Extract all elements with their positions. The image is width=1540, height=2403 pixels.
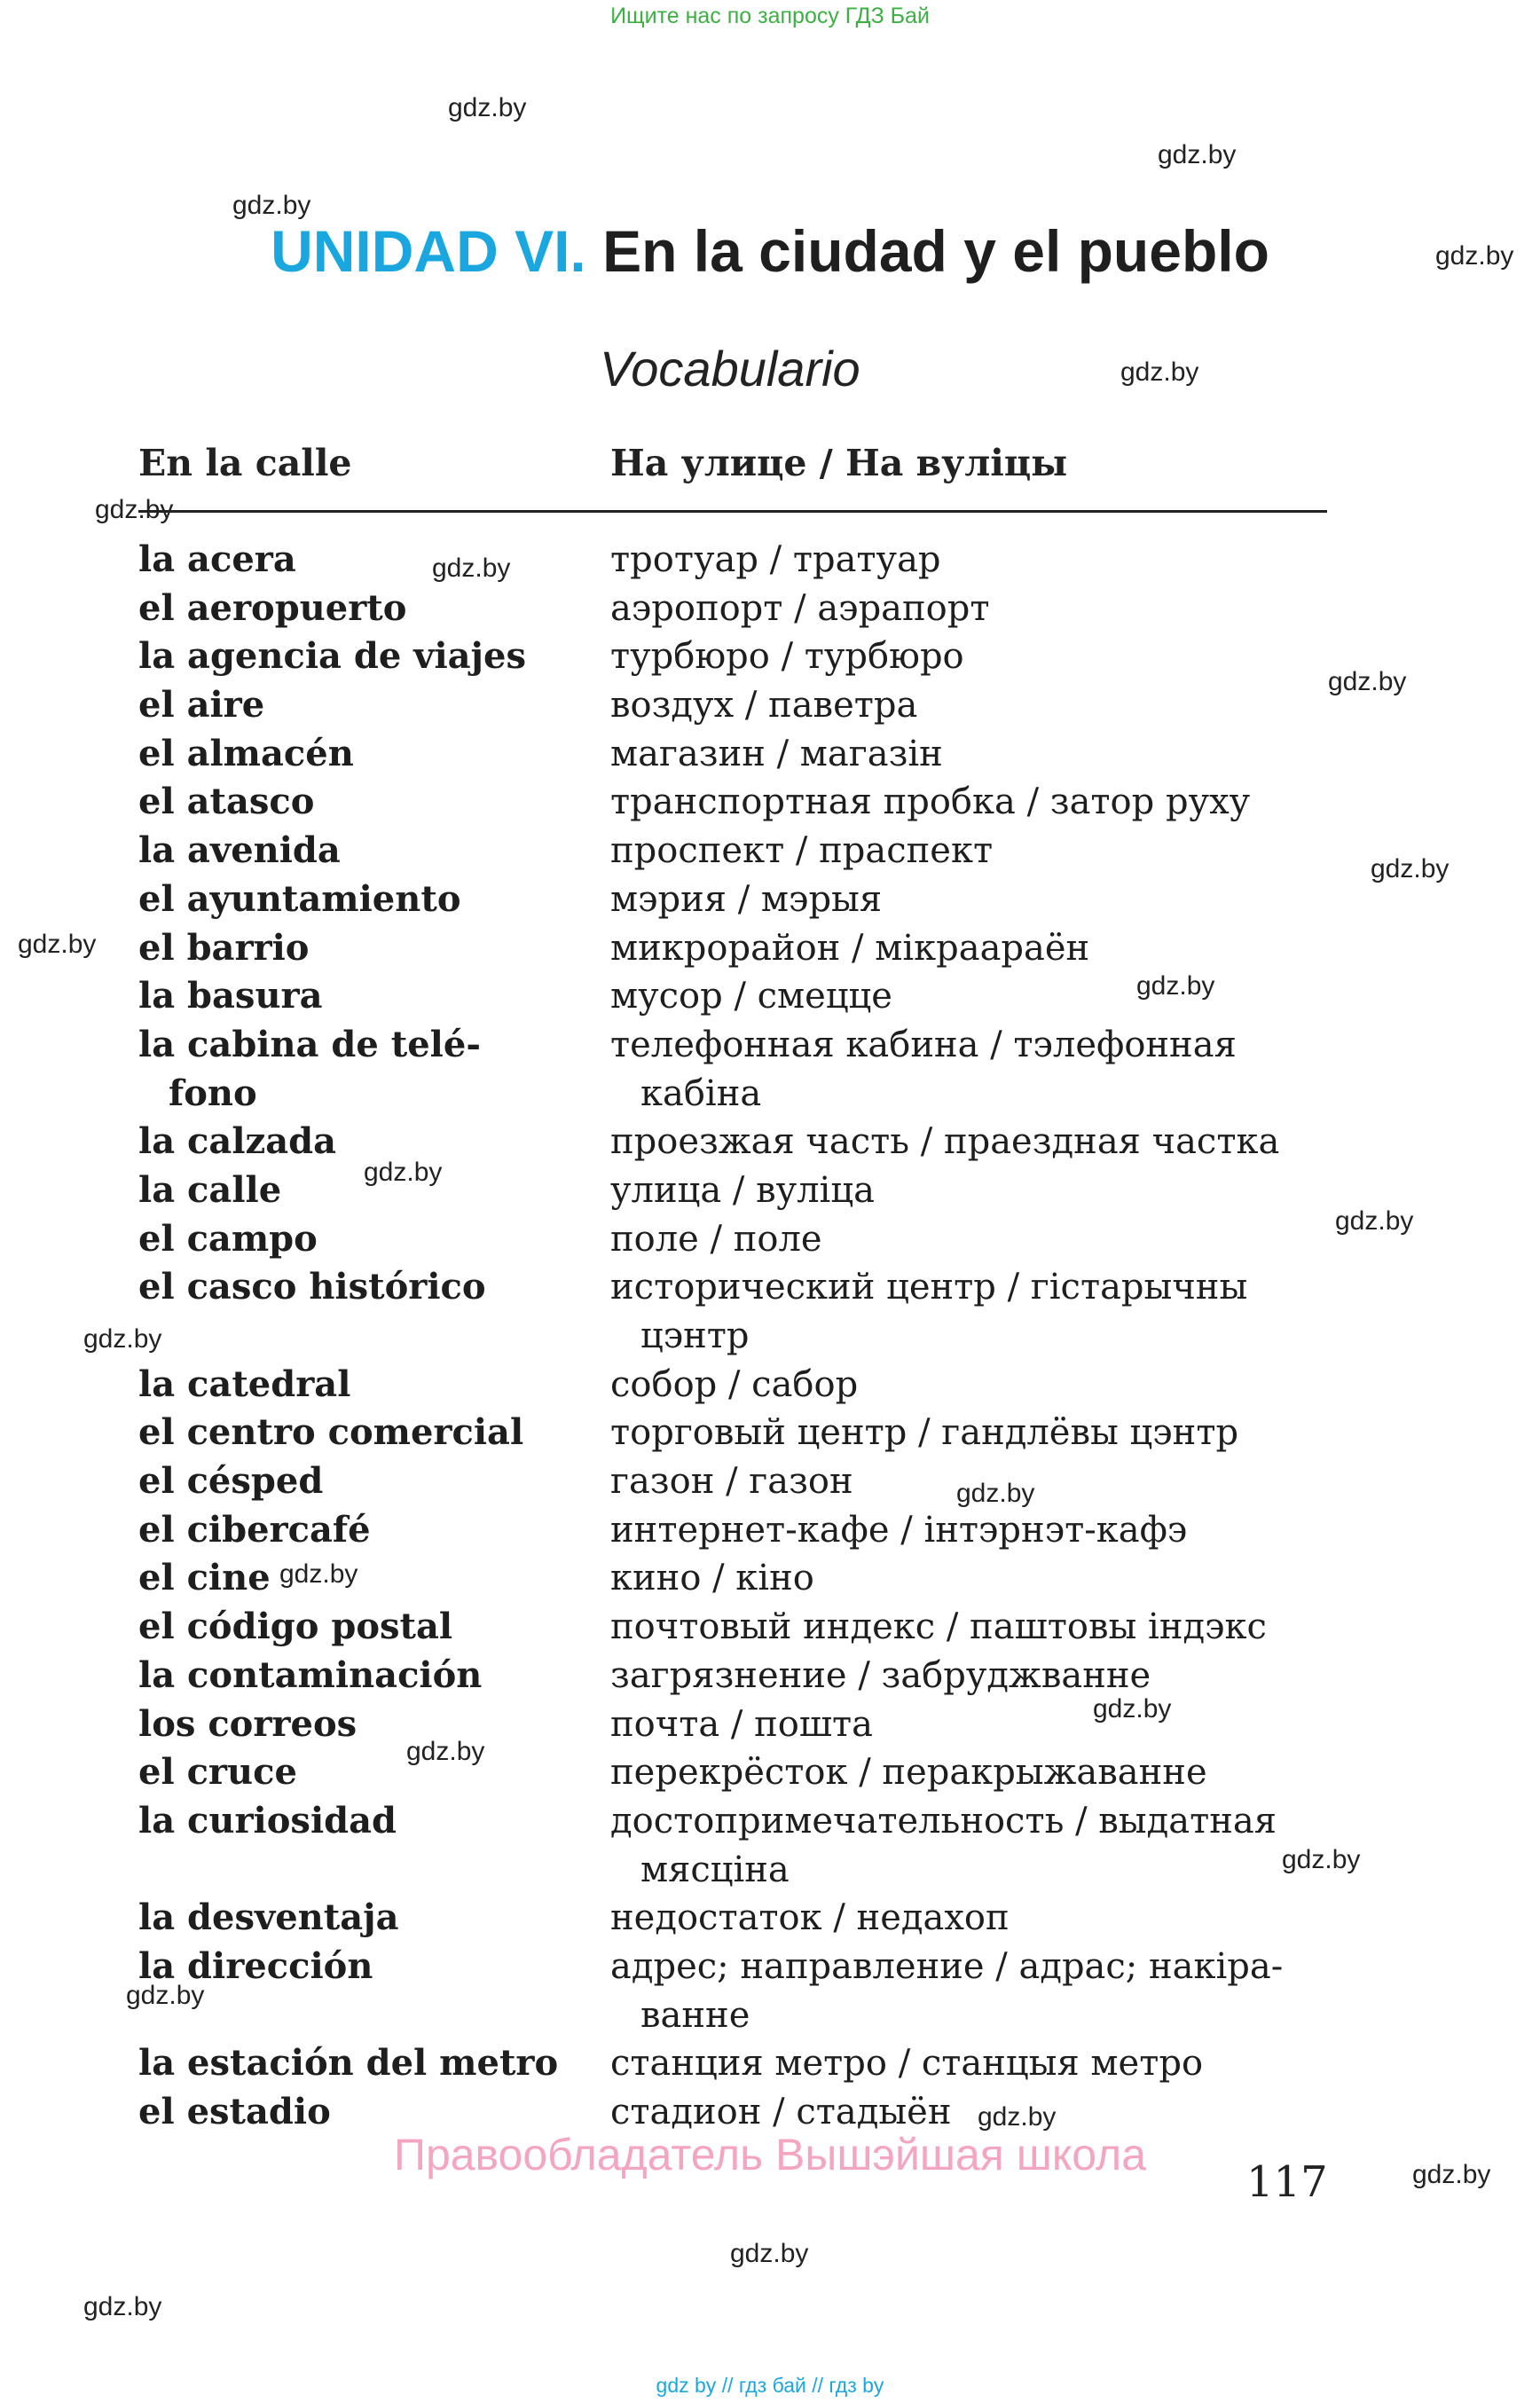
- translation-line: магазин / магазін: [610, 733, 943, 774]
- vocabulary-row: [0, 1652, 1540, 1700]
- spanish-term: [138, 1506, 371, 1555]
- spanish-term: [138, 1118, 336, 1166]
- vocabulary-row: [0, 681, 1540, 730]
- spanish-term: [138, 1748, 297, 1797]
- vocabulary-row: [0, 1894, 1540, 1943]
- spanish-term-line: la estación del metro: [138, 2042, 559, 2085]
- spanish-term: [138, 632, 526, 681]
- gdz-watermark: gdz.by: [1136, 971, 1215, 1001]
- spanish-term: [138, 1652, 482, 1700]
- translation: [610, 2039, 1203, 2088]
- vocabulary-row: [0, 827, 1540, 876]
- spanish-term: [138, 536, 296, 585]
- gdz-watermark: gdz.by: [1158, 140, 1237, 169]
- gdz-watermark: gdz.by: [956, 1479, 1035, 1508]
- spanish-term-line: el cine: [138, 1557, 271, 1599]
- vocabulary-list: [0, 536, 1540, 2137]
- spanish-term: [138, 1263, 486, 1312]
- spanish-term: [138, 1554, 271, 1603]
- spanish-term-line: el aire: [138, 684, 265, 726]
- copyright-notice: Правообладатель Вышэйшая школа: [394, 2130, 1146, 2179]
- spanish-term-line: el casco histórico: [138, 1266, 486, 1308]
- spanish-term-line: el campo: [138, 1217, 318, 1260]
- translation-line: перекрёсток / перакрыжаванне: [610, 1752, 1207, 1794]
- translation-line: адрес; направление / адрас; накіра-: [610, 1945, 1284, 1987]
- gdz-watermark: gdz.by: [1412, 2160, 1491, 2189]
- gdz-watermark: gdz.by: [364, 1158, 443, 1187]
- vocabulary-row: [0, 730, 1540, 779]
- translation: [610, 632, 964, 681]
- spanish-term: [138, 876, 461, 924]
- translation-line: загрязнение / забруджванне: [610, 1654, 1151, 1696]
- spanish-term: [138, 972, 323, 1021]
- spanish-term: [138, 1457, 323, 1506]
- column-header-spanish: En la calle: [138, 442, 352, 484]
- gdz-watermark: gdz.by: [1120, 357, 1199, 387]
- translation-line: телефонная кабина / тэлефонная: [610, 1024, 1237, 1065]
- translation-line: проезжая часть / праездная частка: [610, 1121, 1280, 1163]
- vocabulary-row: [0, 778, 1540, 827]
- vocabulary-row: [0, 1700, 1540, 1749]
- translation-line: мясціна: [640, 1849, 790, 1890]
- vocabulary-row: [0, 1554, 1540, 1603]
- translation-line: торговый центр / гандлёвы цэнтр: [610, 1412, 1239, 1454]
- translation: [610, 1652, 1151, 1700]
- vocabulary-row: [0, 1263, 1540, 1360]
- vocabulary-row: [0, 1215, 1540, 1264]
- spanish-term-line: fono: [169, 1072, 257, 1114]
- translation: [610, 536, 941, 585]
- translation-line: мэрия / мэрыя: [610, 878, 883, 920]
- translation: [610, 1554, 814, 1603]
- spanish-term-line: la dirección: [138, 1944, 373, 1987]
- vocabulary-row: [0, 2039, 1540, 2088]
- spanish-term: [138, 1603, 452, 1652]
- vocabulary-row: [0, 585, 1540, 633]
- spanish-term-line: el atasco: [138, 781, 315, 823]
- spanish-term-line: la basura: [138, 975, 323, 1017]
- translation-line: мусор / смецце: [610, 976, 892, 1017]
- translation: [610, 778, 1250, 827]
- vocabulary-row: [0, 1748, 1540, 1797]
- gdz-watermark: gdz.by: [95, 495, 174, 524]
- gdz-watermark: gdz.by: [279, 1559, 358, 1589]
- translation-line: собор / сабор: [610, 1363, 859, 1405]
- translation-line: транспортная пробка / затор руху: [610, 781, 1251, 823]
- spanish-term-line: el barrio: [138, 926, 310, 969]
- translation-line: проспект / праспект: [610, 830, 994, 872]
- gdz-watermark: gdz.by: [1435, 241, 1514, 271]
- spanish-term: [138, 1700, 357, 1749]
- translation-line: турбюро / турбюро: [610, 636, 964, 678]
- column-header-translation: На улице / На вуліцы: [610, 442, 1068, 484]
- spanish-term-line: la desventaja: [138, 1896, 399, 1939]
- vocabulary-row: [0, 876, 1540, 924]
- spanish-term: [138, 1215, 318, 1264]
- translation: [610, 681, 917, 730]
- translation: [610, 1215, 822, 1264]
- translation: [610, 1603, 1267, 1652]
- translation: [610, 1457, 853, 1506]
- spanish-term: [138, 2039, 558, 2088]
- translation: [610, 1361, 858, 1410]
- spanish-term-line: el ayuntamiento: [138, 877, 461, 920]
- translation-line: аэропорт / аэрапорт: [610, 587, 990, 629]
- spanish-term: [138, 1797, 397, 1846]
- spanish-term: [138, 778, 314, 827]
- gdz-watermark: gdz.by: [730, 2239, 809, 2268]
- translation-line: кино / кіно: [610, 1558, 814, 1599]
- spanish-term-line: el cruce: [138, 1751, 297, 1794]
- vocabulary-row: [0, 1021, 1540, 1118]
- translation-line: исторический центр / гістарычны: [610, 1267, 1248, 1308]
- translation: [610, 827, 993, 876]
- translation: [610, 1506, 1187, 1555]
- translation-line: недостаток / недахоп: [610, 1897, 1010, 1939]
- spanish-term-line: el centro comercial: [138, 1411, 524, 1454]
- translation: [610, 1748, 1207, 1797]
- footer-links[interactable]: gdz by // гдз бай // гдз by: [656, 2374, 884, 2397]
- spanish-term-line: la acera: [138, 538, 296, 580]
- vocabulary-row: [0, 1361, 1540, 1410]
- vocabulary-row: [0, 972, 1540, 1021]
- spanish-term-line: el césped: [138, 1460, 324, 1503]
- vocabulary-row: [0, 1118, 1540, 1166]
- spanish-term: [138, 827, 341, 876]
- gdz-watermark: gdz.by: [232, 191, 311, 220]
- vocabulary-row: [0, 632, 1540, 681]
- spanish-term-line: el estadio: [138, 2091, 331, 2133]
- unit-title: [0, 217, 1540, 285]
- gdz-watermark: gdz.by: [83, 2292, 162, 2321]
- header-divider: [138, 510, 1327, 513]
- translation: [610, 1894, 1010, 1943]
- translation-line: кабіна: [640, 1072, 762, 1114]
- unit-title-text: En la ciudad y el pueblo: [585, 218, 1269, 284]
- spanish-term-line: los correos: [138, 1702, 358, 1745]
- spanish-term: [138, 730, 354, 779]
- top-banner[interactable]: Ищите нас по запросу ГДЗ Бай: [610, 4, 930, 28]
- spanish-term: [138, 681, 264, 730]
- translation: [610, 730, 943, 779]
- spanish-term: [138, 924, 309, 973]
- translation: [610, 1409, 1238, 1457]
- spanish-term-line: el código postal: [138, 1606, 453, 1648]
- spanish-term-line: la calle: [138, 1168, 282, 1211]
- translation-line: почта / пошта: [610, 1703, 873, 1745]
- spanish-term-line: la calzada: [138, 1120, 337, 1163]
- vocabulary-row: [0, 1943, 1540, 2039]
- gdz-watermark: gdz.by: [448, 93, 527, 122]
- translation-line: почтовый индекс / паштовы індэкс: [610, 1606, 1267, 1648]
- gdz-watermark: gdz.by: [1093, 1694, 1172, 1724]
- translation-line: газон / газон: [610, 1461, 853, 1503]
- translation-line: поле / поле: [610, 1218, 822, 1260]
- spanish-term: [138, 1021, 481, 1118]
- vocabulary-row: [0, 1409, 1540, 1457]
- translation-line: воздух / паветра: [610, 685, 918, 726]
- gdz-watermark: gdz.by: [1371, 854, 1450, 883]
- vocabulary-row: [0, 924, 1540, 973]
- vocabulary-row: [0, 1457, 1540, 1506]
- translation: [610, 1943, 1283, 2039]
- gdz-watermark: gdz.by: [1335, 1206, 1414, 1236]
- translation-line: микрорайон / мікраараён: [610, 927, 1090, 969]
- spanish-term-line: la cabina de telé-: [138, 1023, 481, 1065]
- gdz-watermark: gdz.by: [83, 1324, 162, 1354]
- gdz-watermark: gdz.by: [1282, 1845, 1361, 1874]
- spanish-term-line: el almacén: [138, 732, 354, 774]
- translation-line: тротуар / тратуар: [610, 539, 941, 580]
- spanish-term: [138, 1894, 399, 1943]
- gdz-watermark: gdz.by: [1328, 667, 1407, 696]
- translation: [610, 1166, 875, 1215]
- vocabulary-row: [0, 1506, 1540, 1555]
- translation-line: станция метро / станцыя метро: [610, 2043, 1204, 2085]
- translation: [610, 1263, 1247, 1360]
- page-number: 117: [1246, 2157, 1328, 2207]
- section-subtitle: Vocabulario: [600, 341, 860, 397]
- translation-line: улица / вуліца: [610, 1169, 875, 1211]
- translation: [610, 1797, 1277, 1894]
- spanish-term: [138, 1409, 523, 1457]
- spanish-term-line: el aeropuerto: [138, 586, 407, 629]
- gdz-watermark: gdz.by: [126, 1981, 205, 2010]
- translation: [610, 876, 882, 924]
- translation-line: ванне: [640, 1994, 750, 2036]
- vocabulary-row: [0, 1166, 1540, 1215]
- unit-number: UNIDAD VI.: [271, 218, 586, 284]
- gdz-watermark: gdz.by: [406, 1737, 485, 1766]
- translation: [610, 924, 1089, 973]
- translation: [610, 972, 892, 1021]
- gdz-watermark: gdz.by: [18, 930, 97, 959]
- translation-line: интернет-кафе / інтэрнэт-кафэ: [610, 1509, 1188, 1551]
- translation-line: стадион / стадыён: [610, 2092, 952, 2133]
- vocabulary-row: [0, 1603, 1540, 1652]
- spanish-term-line: la avenida: [138, 829, 341, 872]
- translation: [610, 1021, 1237, 1118]
- translation-line: достопримечательность / выдатная: [610, 1800, 1277, 1842]
- translation: [610, 1700, 873, 1749]
- translation-line: цэнтр: [640, 1315, 750, 1357]
- gdz-watermark: gdz.by: [432, 554, 511, 583]
- spanish-term-line: la curiosidad: [138, 1799, 397, 1842]
- spanish-term: [138, 1166, 281, 1215]
- vocabulary-row: [0, 536, 1540, 585]
- spanish-term-line: la catedral: [138, 1362, 351, 1405]
- translation: [610, 585, 990, 633]
- spanish-term-line: la contaminación: [138, 1653, 483, 1696]
- spanish-term-line: el cibercafé: [138, 1508, 371, 1551]
- translation: [610, 1118, 1279, 1166]
- gdz-watermark: gdz.by: [978, 2102, 1057, 2132]
- spanish-term-line: la agencia de viajes: [138, 635, 526, 678]
- spanish-term: [138, 1361, 350, 1410]
- spanish-term: [138, 585, 406, 633]
